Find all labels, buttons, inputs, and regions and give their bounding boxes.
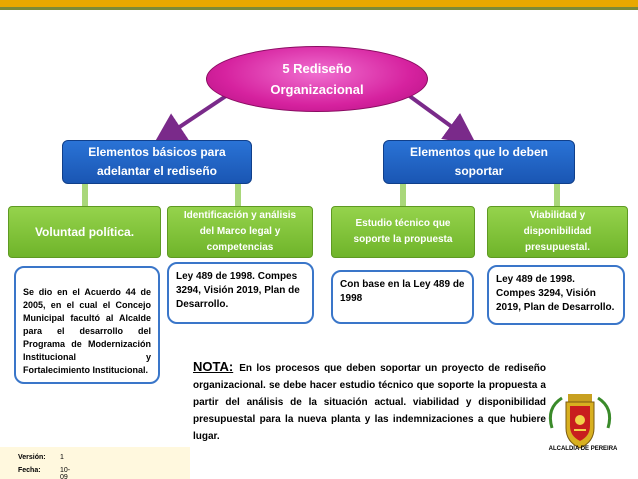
note-text: En los procesos que deben soportar un proyecto de rediseño organizacional. se debe hacer estudio técnico que soporte la propuesta a partir del análisis de la situación actual. viabilidad y disponibilidad presupuestal para la nueva planta y las indemnizaciones a que hubiere lugar.	[193, 363, 546, 442]
detail-text: Ley 489 de 1998. Compes 3294, Visión 2019, Plan de Desarrollo.	[496, 274, 615, 313]
note-block	[193, 358, 546, 445]
leaf-legal-framework	[167, 206, 313, 258]
leaf-political-will	[8, 206, 161, 258]
footer-band	[0, 447, 190, 479]
arrow-root-right	[404, 92, 470, 140]
version-value: 1	[60, 454, 64, 461]
leaf-header: Voluntad política.	[34, 225, 135, 239]
leaf-header: Identificación y análisis del Marco legal y competencias	[183, 210, 297, 253]
detail-box-technical-study	[331, 270, 474, 324]
leaf-header: Estudio técnico que soporte la propuesta	[353, 218, 453, 245]
detail-text: Ley 489 de 1998. Compes 3294, Visión 2019, Plan de Desarrollo.	[176, 271, 300, 310]
detail-box-budget-viability	[487, 265, 625, 325]
logo-caption: ALCALDIA DE PEREIRA	[548, 446, 618, 452]
branch-supporting-elements	[383, 140, 575, 184]
date-label: Fecha:	[18, 467, 41, 474]
footer-date	[18, 467, 71, 479]
detail-text: Se dio en el Acuerdo 44 de 2005, en el cual el Concejo Municipal facultó al Alcalde para el desarrollo del Programa de Modernización Institucional y Fortalecimiento Institucional.	[23, 287, 151, 375]
detail-box-political-will	[14, 266, 160, 384]
footer-version	[18, 454, 64, 461]
date-value: 10-09	[60, 467, 71, 479]
leaf-header: Viabilidad y disponibilidad presupuestal.	[523, 210, 592, 253]
version-label: Versión:	[18, 454, 46, 461]
branch-basic-elements	[62, 140, 252, 184]
detail-box-legal-framework	[167, 262, 314, 324]
branch-left-label: Elementos básicos para adelantar el rediseño	[88, 145, 226, 178]
leaf-technical-study	[331, 206, 475, 258]
root-label: 5 Rediseño Organizacional	[270, 61, 364, 97]
branch-right-label: Elementos que lo deben soportar	[409, 145, 549, 178]
leaf-budget-viability	[487, 206, 628, 258]
arrow-root-left	[160, 92, 232, 140]
note-label: NOTA:	[193, 359, 234, 374]
root-node	[206, 46, 428, 112]
detail-text: Con base en la Ley 489 de 1998	[340, 279, 465, 304]
